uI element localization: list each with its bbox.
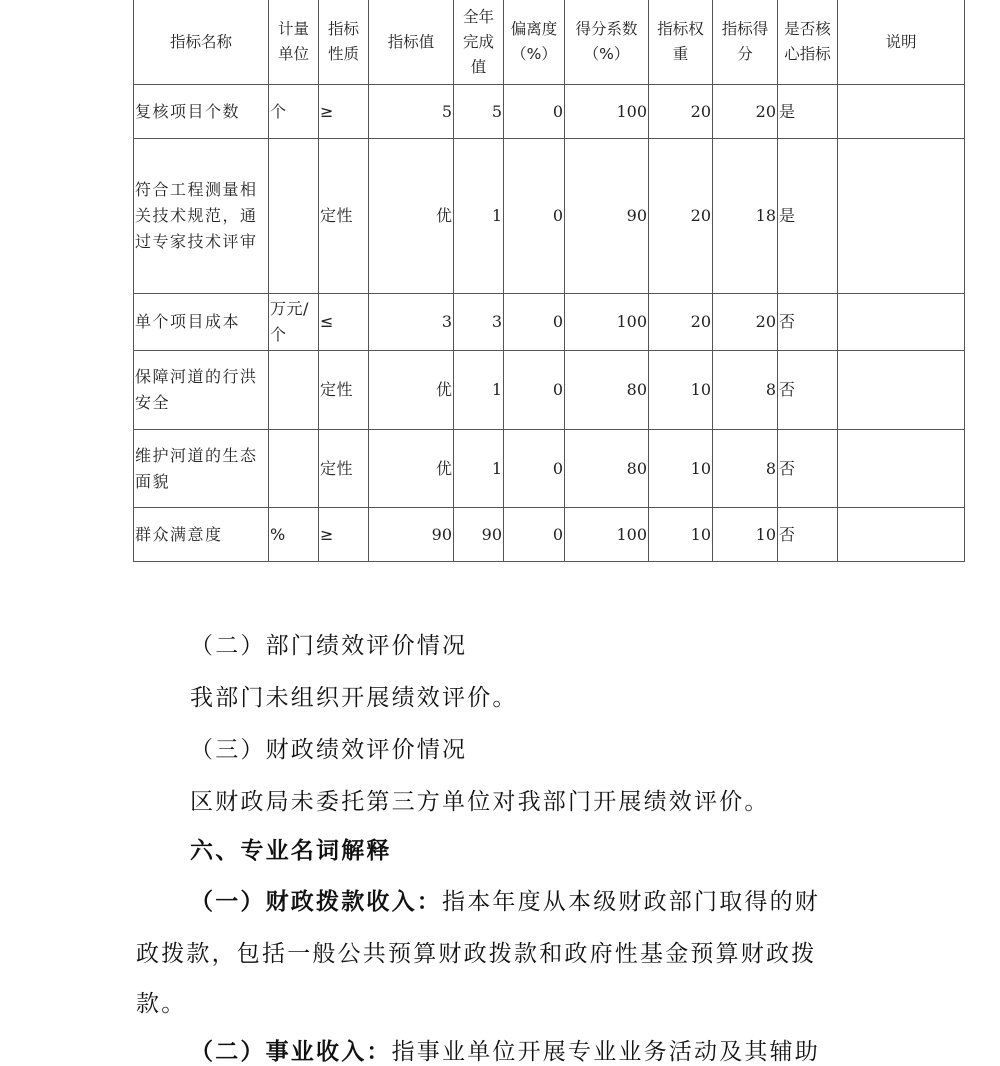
cell-deviation: 0 bbox=[504, 351, 565, 430]
cell-target: 优 bbox=[369, 139, 454, 294]
cell-unit bbox=[269, 351, 319, 430]
cell-note bbox=[838, 508, 965, 562]
cell-target: 3 bbox=[369, 294, 454, 351]
subheading-finance-evaluation: （三）财政绩效评价情况 bbox=[190, 737, 468, 763]
cell-note bbox=[838, 85, 965, 139]
cell-coefficient: 90 bbox=[565, 139, 649, 294]
cell-name: 群众满意度 bbox=[134, 508, 269, 562]
header-deviation: 偏离度 （%） bbox=[504, 0, 565, 85]
term-business-revenue-line1 bbox=[190, 1033, 820, 1066]
table-header-row bbox=[134, 0, 965, 85]
table-row bbox=[134, 351, 965, 430]
header-target-value: 指标值 bbox=[369, 0, 454, 85]
performance-indicator-table bbox=[133, 0, 965, 562]
cell-nature: 定性 bbox=[319, 139, 369, 294]
cell-coefficient: 100 bbox=[565, 508, 649, 562]
cell-nature: ≤ bbox=[319, 294, 369, 351]
cell-deviation: 0 bbox=[504, 294, 565, 351]
cell-core: 否 bbox=[778, 430, 838, 508]
table-row bbox=[134, 294, 965, 351]
cell-score: 8 bbox=[713, 430, 778, 508]
term-text: 指本年度从本级财政部门取得的财 bbox=[442, 889, 820, 915]
cell-nature: ≥ bbox=[319, 85, 369, 139]
cell-nature: 定性 bbox=[319, 430, 369, 508]
cell-actual: 1 bbox=[454, 139, 504, 294]
cell-unit: 个 bbox=[269, 85, 319, 139]
header-note: 说明 bbox=[838, 0, 965, 85]
cell-weight: 10 bbox=[649, 430, 713, 508]
cell-score: 10 bbox=[713, 508, 778, 562]
cell-core: 否 bbox=[778, 508, 838, 562]
cell-score: 18 bbox=[713, 139, 778, 294]
cell-score: 8 bbox=[713, 351, 778, 430]
cell-coefficient: 100 bbox=[565, 85, 649, 139]
cell-weight: 10 bbox=[649, 351, 713, 430]
subheading-dept-evaluation: （二）部门绩效评价情况 bbox=[190, 633, 468, 659]
cell-note bbox=[838, 351, 965, 430]
cell-name: 保障河道的行洪安全 bbox=[134, 351, 269, 430]
cell-core: 是 bbox=[778, 85, 838, 139]
cell-name: 维护河道的生态面貌 bbox=[134, 430, 269, 508]
cell-actual: 3 bbox=[454, 294, 504, 351]
term-fiscal-appropriation-line3: 款。 bbox=[136, 991, 187, 1017]
table-row bbox=[134, 85, 965, 139]
table-row bbox=[134, 139, 965, 294]
term-text: 指事业单位开展专业业务活动及其辅助 bbox=[391, 1039, 821, 1065]
header-weight: 指标权 重 bbox=[649, 0, 713, 85]
paragraph-dept-evaluation: 我部门未组织开展绩效评价。 bbox=[190, 685, 518, 711]
cell-unit bbox=[269, 430, 319, 508]
cell-deviation: 0 bbox=[504, 139, 565, 294]
table-row bbox=[134, 508, 965, 562]
cell-coefficient: 100 bbox=[565, 294, 649, 351]
term-fiscal-appropriation-line1 bbox=[190, 883, 820, 916]
cell-note bbox=[838, 430, 965, 508]
cell-note bbox=[838, 139, 965, 294]
cell-coefficient: 80 bbox=[565, 430, 649, 508]
cell-actual: 90 bbox=[454, 508, 504, 562]
cell-target: 优 bbox=[369, 351, 454, 430]
cell-deviation: 0 bbox=[504, 508, 565, 562]
header-core-indicator: 是否核 心指标 bbox=[778, 0, 838, 85]
cell-weight: 10 bbox=[649, 508, 713, 562]
term-fiscal-appropriation-line2: 政拨款，包括一般公共预算财政拨款和政府性基金预算财政拨 bbox=[136, 941, 817, 967]
cell-weight: 20 bbox=[649, 85, 713, 139]
header-unit: 计量 单位 bbox=[269, 0, 319, 85]
cell-deviation: 0 bbox=[504, 85, 565, 139]
cell-core: 是 bbox=[778, 139, 838, 294]
header-actual-value: 全年 完成 值 bbox=[454, 0, 504, 85]
header-score-coefficient: 得分系数 （%） bbox=[565, 0, 649, 85]
cell-weight: 20 bbox=[649, 139, 713, 294]
cell-unit bbox=[269, 139, 319, 294]
table-row bbox=[134, 430, 965, 508]
header-nature: 指标 性质 bbox=[319, 0, 369, 85]
cell-score: 20 bbox=[713, 85, 778, 139]
cell-target: 优 bbox=[369, 430, 454, 508]
section-heading-terms: 六、专业名词解释 bbox=[190, 838, 392, 864]
cell-score: 20 bbox=[713, 294, 778, 351]
cell-actual: 5 bbox=[454, 85, 504, 139]
cell-unit: % bbox=[269, 508, 319, 562]
cell-core: 否 bbox=[778, 351, 838, 430]
term-label-business-revenue: （二）事业收入： bbox=[190, 1038, 392, 1065]
cell-target: 5 bbox=[369, 85, 454, 139]
cell-actual: 1 bbox=[454, 351, 504, 430]
cell-name: 单个项目成本 bbox=[134, 294, 269, 351]
cell-deviation: 0 bbox=[504, 430, 565, 508]
cell-core: 否 bbox=[778, 294, 838, 351]
cell-coefficient: 80 bbox=[565, 351, 649, 430]
paragraph-finance-evaluation: 区财政局未委托第三方单位对我部门开展绩效评价。 bbox=[190, 789, 770, 815]
cell-target: 90 bbox=[369, 508, 454, 562]
cell-unit: 万元/个 bbox=[269, 294, 319, 351]
cell-nature: 定性 bbox=[319, 351, 369, 430]
cell-actual: 1 bbox=[454, 430, 504, 508]
header-score: 指标得 分 bbox=[713, 0, 778, 85]
cell-name: 符合工程测量相关技术规范，通过专家技术评审 bbox=[134, 139, 269, 294]
cell-weight: 20 bbox=[649, 294, 713, 351]
cell-name: 复核项目个数 bbox=[134, 85, 269, 139]
cell-note bbox=[838, 294, 965, 351]
header-indicator-name: 指标名称 bbox=[134, 0, 269, 85]
term-label-fiscal-appropriation: （一）财政拨款收入： bbox=[190, 888, 442, 915]
cell-nature: ≥ bbox=[319, 508, 369, 562]
